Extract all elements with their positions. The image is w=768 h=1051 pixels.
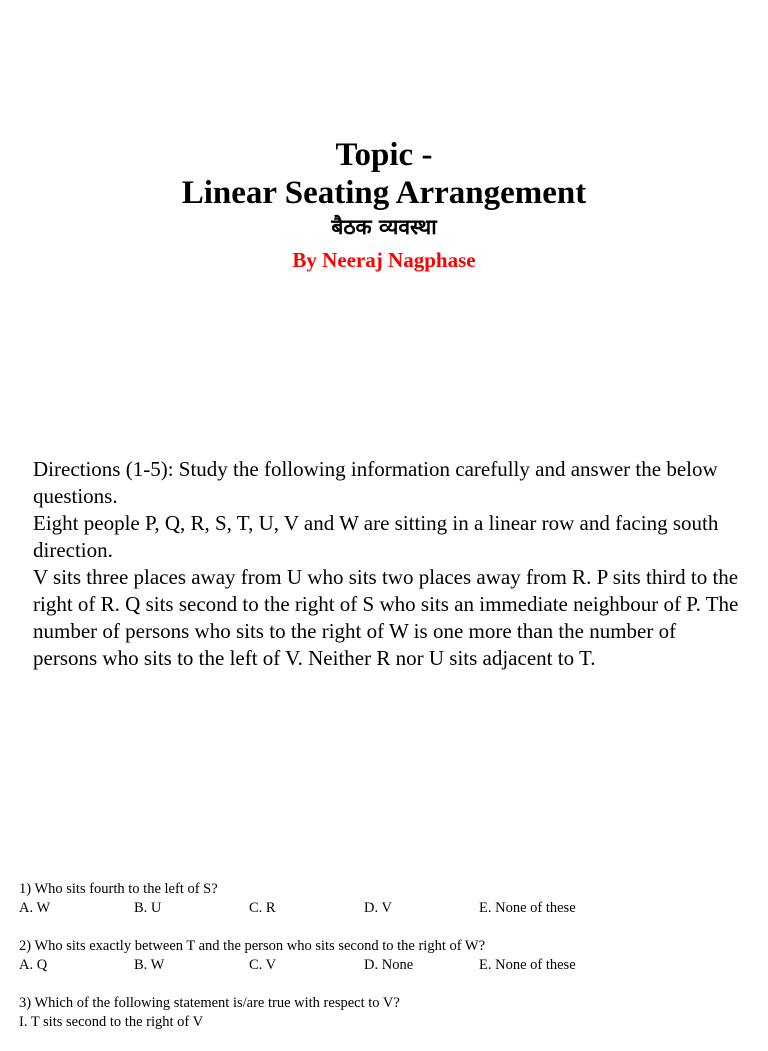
question-text: 3) Which of the following statement is/are true with respect to V? [19, 995, 400, 1011]
option-row [19, 956, 749, 975]
directions-heading-paragraph: Directions (1-5): Study the following information carefully and answer the below questions. [33, 457, 718, 508]
directions-clues-paragraph: V sits three places away from U who sits two places away from R. P sits third to the right of R. Q sits second to the right of S who sits an immediate neighbour of P. The number of persons who sits to the right of W is one more than the number of persons who sits to the left of V. Neither R nor U sits adjacent to T. [33, 565, 739, 670]
option-a: A. Q [19, 957, 48, 973]
option-e: E. None of these [479, 957, 576, 973]
author-byline: By Neeraj Nagphase [292, 248, 476, 272]
page-title: Linear Seating Arrangement [181, 175, 587, 211]
title-block [0, 136, 768, 278]
option-c: C. V [249, 957, 277, 973]
option-b: B. U [134, 900, 162, 916]
question-3 [19, 994, 749, 1032]
option-a: A. W [19, 900, 51, 916]
option-b: B. W [134, 957, 165, 973]
option-d: D. V [364, 900, 392, 916]
directions-setup-paragraph: Eight people P, Q, R, S, T, U, V and W are sitting in a linear row and facing south direction. [33, 511, 719, 562]
directions-block [33, 456, 743, 672]
topic-label: Topic - [335, 137, 433, 173]
questions-list [19, 880, 749, 1051]
question-text: 1) Who sits fourth to the left of S? [19, 881, 218, 897]
hindi-title: बैठक व्यवस्था [331, 215, 437, 239]
option-e: E. None of these [479, 900, 576, 916]
option-c: C. R [249, 900, 276, 916]
question-1 [19, 880, 749, 918]
question-text: 2) Who sits exactly between T and the person who sits second to the right of W? [19, 938, 486, 954]
statement-1: I. T sits second to the right of V [19, 1014, 204, 1030]
question-2 [19, 937, 749, 975]
option-row [19, 899, 749, 918]
option-d: D. None [364, 957, 414, 973]
